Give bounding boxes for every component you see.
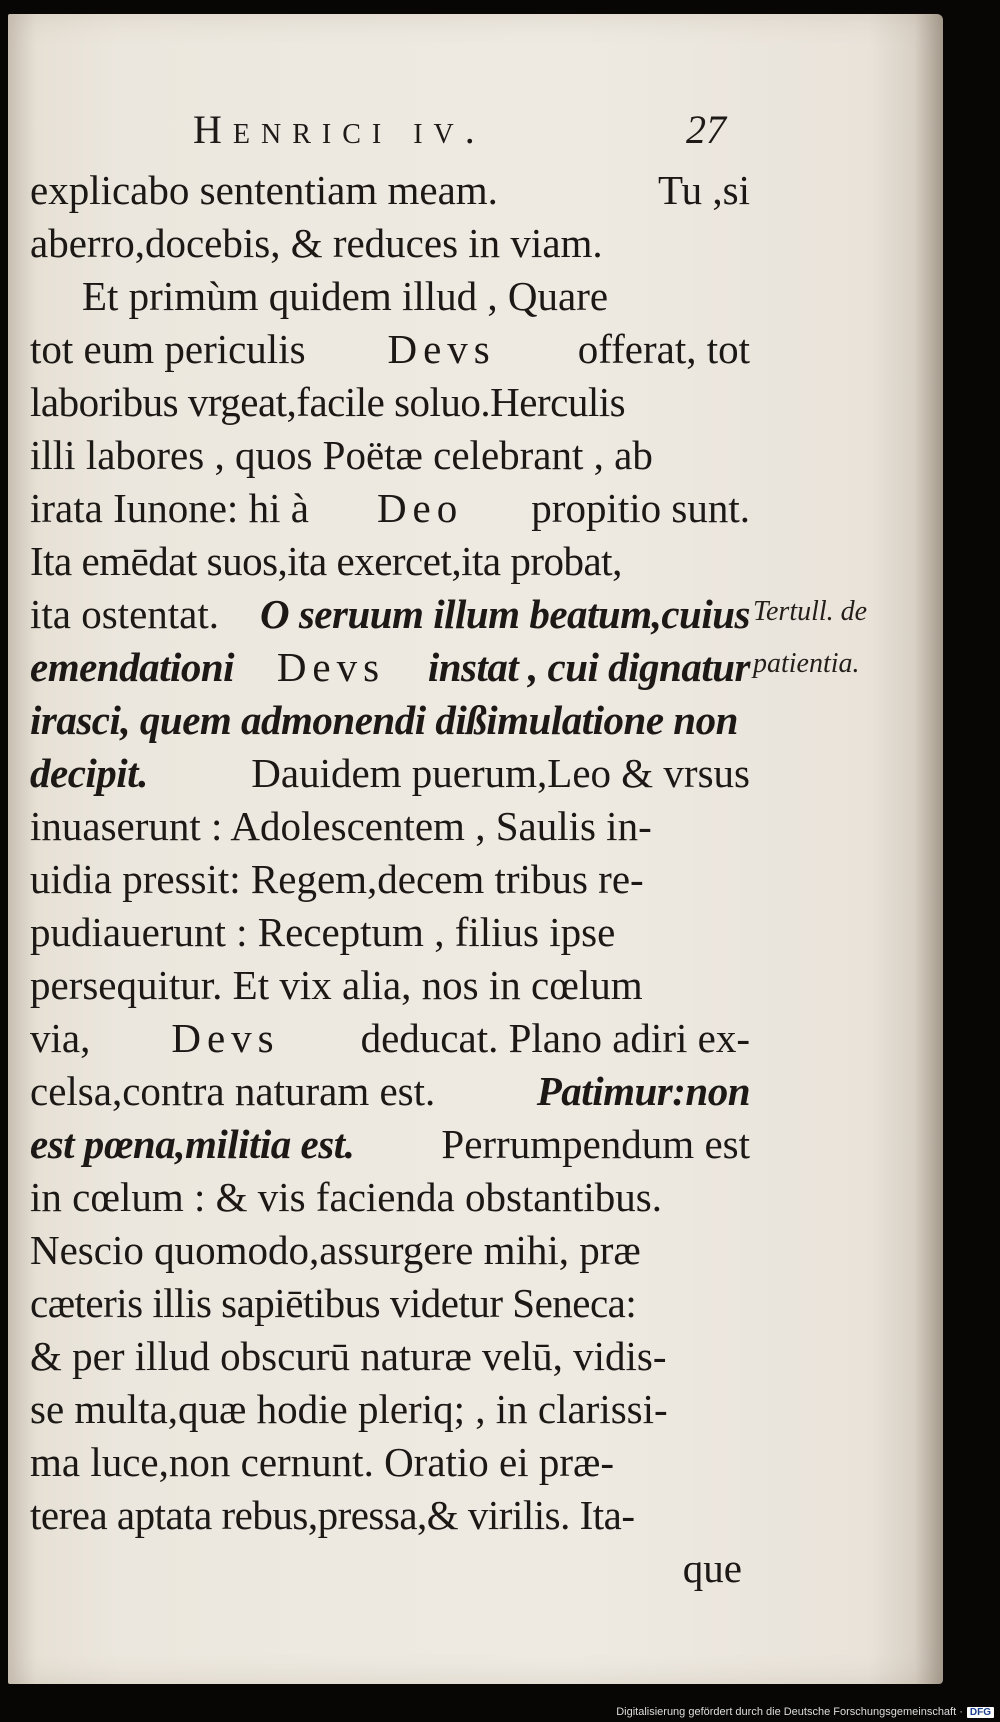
- text-segment: Nescio quomodo,assurgere mihi, præ: [30, 1227, 641, 1273]
- text-segment: Dauidem puerum,Leo & vrsus: [251, 750, 750, 796]
- text-segment: propitio sunt.: [531, 485, 750, 531]
- text-segment: inuaserunt : Adolescentem , Saulis in-: [30, 803, 652, 849]
- page-number: 27: [686, 107, 726, 152]
- italic-quotation: irasci, quem admonendi dißimulatione non: [30, 697, 738, 743]
- small-caps-word: Devs: [387, 326, 496, 372]
- digitization-credit: [616, 1706, 994, 1718]
- italic-quotation: O seruum illum beatum,cuius: [259, 591, 750, 637]
- italic-quotation: Patimur:non: [536, 1068, 750, 1114]
- book-page: [8, 14, 943, 1684]
- text-segment: tot eum periculis: [30, 326, 306, 372]
- text-line: [30, 270, 750, 323]
- text-segment: pudiauerunt : Receptum , filius ipse: [30, 909, 616, 955]
- catchword-line: [30, 1542, 750, 1595]
- text-line: [30, 323, 750, 376]
- text-segment: illi labores , quos Poëtæ celebrant , ab: [30, 432, 653, 478]
- small-caps-word: Devs: [171, 1015, 280, 1061]
- text-line: [30, 959, 750, 1012]
- text-segment: Ita emēdat suos,ita exercet,ita probat,: [30, 538, 622, 584]
- italic-quotation: decipit.: [30, 750, 148, 796]
- text-segment: Perrumpendum est: [441, 1121, 750, 1167]
- marginal-note: [753, 586, 923, 690]
- text-segment: persequitur. Et vix alia, nos in cœlum: [30, 962, 643, 1008]
- text-line: [30, 906, 750, 959]
- text-line: [30, 800, 750, 853]
- text-segment: offerat, tot: [577, 326, 750, 372]
- text-segment: celsa,contra naturam est.: [30, 1068, 436, 1114]
- text-segment: uidia pressit: Regem,decem tribus re-: [30, 856, 644, 902]
- text-line: [30, 164, 750, 217]
- text-line: [30, 1436, 750, 1489]
- text-line: [30, 588, 750, 641]
- marginal-note-line: patientia.: [753, 648, 860, 679]
- text-segment: deducat. Plano adiri ex-: [360, 1015, 750, 1061]
- dfg-logo-icon: DFG: [967, 1707, 994, 1718]
- main-text-block: [30, 164, 750, 1595]
- text-line: [30, 1489, 750, 1542]
- marginal-note-line: Tertull. de: [753, 596, 868, 627]
- text-line: [30, 1118, 750, 1171]
- text-line: [30, 535, 750, 588]
- italic-quotation: est pœna,militia est.: [30, 1121, 355, 1167]
- text-line: [30, 1277, 750, 1330]
- text-segment: terea aptata rebus,pressa,& virilis. Ita-: [30, 1492, 635, 1538]
- text-segment: explicabo sententiam meam.: [30, 167, 498, 213]
- text-segment: in cœlum : & vis facienda obstantibus.: [30, 1174, 662, 1220]
- text-segment: cæteris illis sapiētibus videtur Seneca:: [30, 1280, 637, 1326]
- text-line: [30, 1065, 750, 1118]
- italic-quotation: instat , cui dignatur: [427, 644, 750, 690]
- text-line: [30, 1171, 750, 1224]
- text-segment: via,: [30, 1015, 91, 1061]
- text-segment: & per illud obscurū naturæ velū, vidis-: [30, 1333, 667, 1379]
- text-line: [30, 482, 750, 535]
- text-line: [30, 694, 750, 747]
- text-segment: laboribus vrgeat,facile soluo.Herculis: [30, 379, 626, 425]
- text-line: [30, 217, 750, 270]
- text-segment: ita ostentat.: [30, 591, 220, 637]
- text-line: [30, 1012, 750, 1065]
- small-caps-word: Devs: [276, 644, 386, 690]
- credit-text: Digitalisierung gefördert durch die Deutsche Forschungsgemeinschaft ·: [616, 1706, 963, 1718]
- italic-quotation: emendationi: [30, 644, 235, 690]
- text-segment: se multa,quæ hodie pleriq; , in clarissi-: [30, 1386, 668, 1432]
- running-head: Henrici iv.: [193, 107, 486, 152]
- text-segment: Tu ,si: [658, 167, 750, 213]
- text-segment: Et primùm quidem illud , Quare: [82, 273, 609, 319]
- text-line: [30, 376, 750, 429]
- text-line: [30, 853, 750, 906]
- text-segment: ma luce,non cernunt. Oratio ei præ-: [30, 1439, 615, 1485]
- text-line: [30, 641, 750, 694]
- text-segment: irata Iunone: hi à: [30, 485, 309, 531]
- text-segment: aberro,docebis, & reduces in viam.: [30, 220, 603, 266]
- text-line: [30, 1383, 750, 1436]
- text-line: [30, 429, 750, 482]
- text-line: [30, 1330, 750, 1383]
- catchword: que: [682, 1545, 742, 1591]
- text-line: [30, 1224, 750, 1277]
- small-caps-word: Deo: [376, 485, 464, 531]
- text-line: [30, 747, 750, 800]
